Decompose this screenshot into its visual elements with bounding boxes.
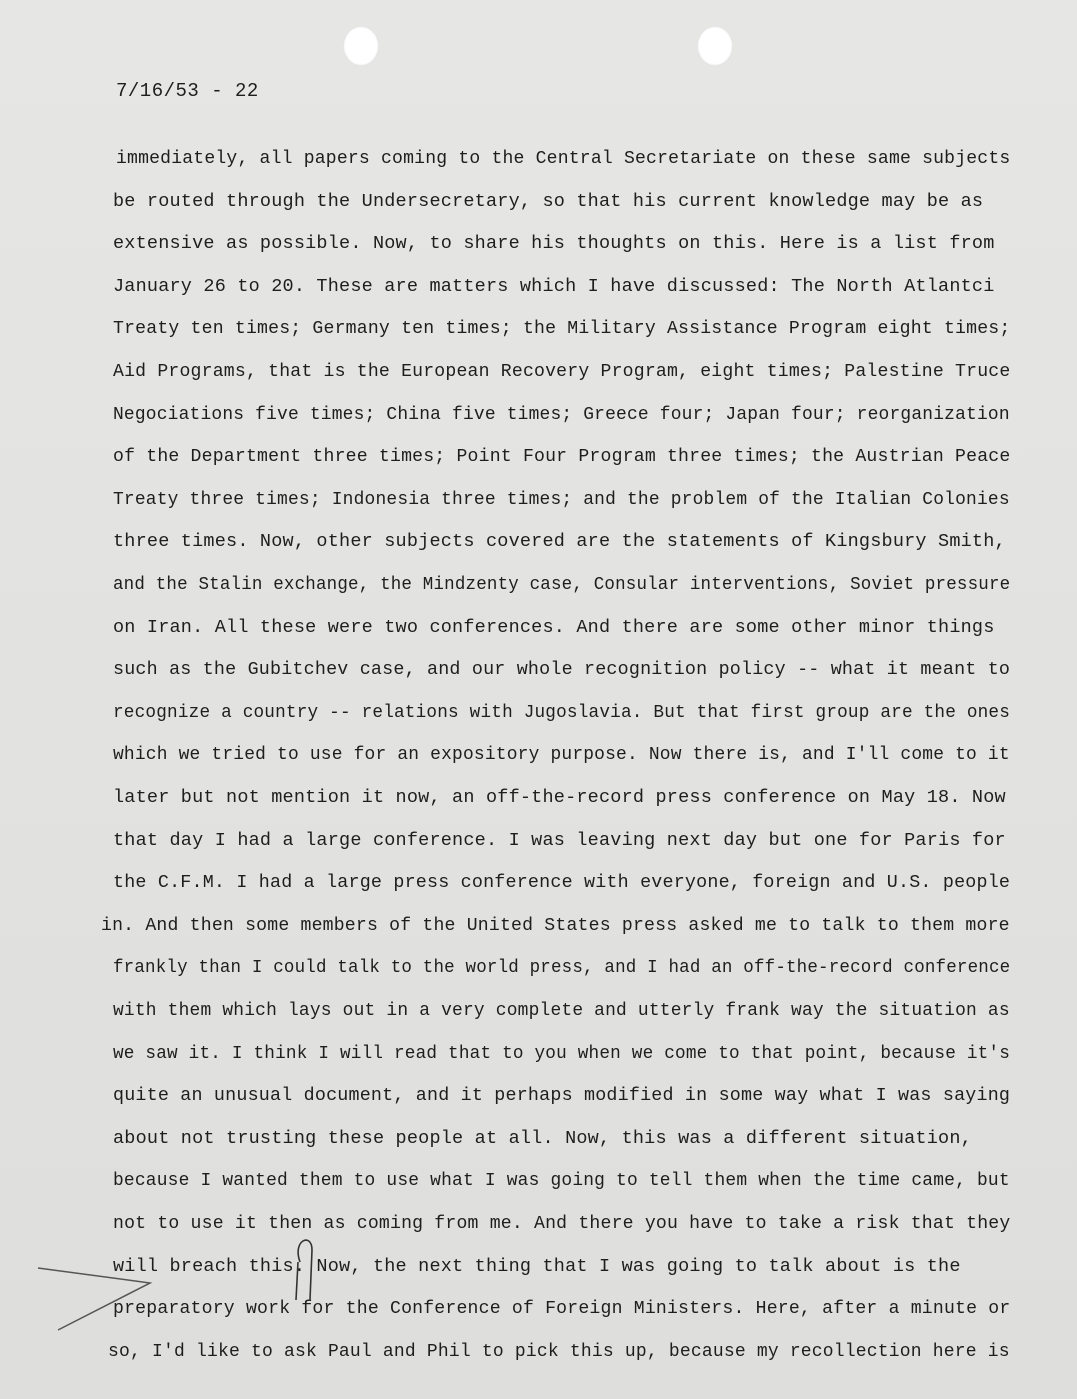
- text-line: and the Stalin exchange, the Mindzenty case, Consular interventions, Soviet pressure: [113, 574, 1011, 595]
- text-line: three times. Now, other subjects covered are the statements of Kingsbury Smith,: [113, 531, 1006, 552]
- page-header: 7/16/53 - 22: [116, 80, 259, 102]
- text-line: on Iran. All these were two conferences. And there are some other minor things: [113, 617, 995, 638]
- text-line: January 26 to 20. These are matters which I have discussed: The North Atlantci: [113, 276, 995, 297]
- text-line: preparatory work for the Conference of Foreign Ministers. Here, after a minute or: [113, 1298, 1011, 1319]
- text-line: extensive as possible. Now, to share his thoughts on this. Here is a list from: [113, 233, 995, 254]
- text-line: not to use it then as coming from me. And there you have to take a risk that they: [113, 1213, 1011, 1234]
- text-line: frankly than I could talk to the world press, and I had an off-the-record conference: [113, 957, 1011, 978]
- text-line: so, I'd like to ask Paul and Phil to pick this up, because my recollection here is: [108, 1341, 1010, 1362]
- text-line: Aid Programs, that is the European Recovery Program, eight times; Palestine Truce: [113, 361, 1011, 382]
- text-line: of the Department three times; Point Four Program three times; the Austrian Peace: [113, 446, 1011, 467]
- text-line: which we tried to use for an expository purpose. Now there is, and I'll come to it: [113, 744, 1010, 765]
- text-line: quite an unusual document, and it perhaps modified in some way what I was saying: [113, 1085, 1011, 1106]
- text-line: Treaty ten times; Germany ten times; the Military Assistance Program eight times;: [113, 318, 1011, 339]
- text-line: be routed through the Undersecretary, so that his current knowledge may be as: [113, 191, 984, 212]
- text-line: Treaty three times; Indonesia three times; and the problem of the Italian Colonies: [113, 489, 1010, 510]
- text-line: about not trusting these people at all. Now, this was a different situation,: [113, 1128, 972, 1149]
- text-line: because I wanted them to use what I was going to tell them when the time came, but: [113, 1170, 1010, 1191]
- text-line: with them which lays out in a very complete and utterly frank way the situation as: [113, 1000, 1010, 1021]
- text-line: in. And then some members of the United States press asked me to talk to them more: [101, 915, 1010, 936]
- text-line: recognize a country -- relations with Jugoslavia. But that first group are the ones: [113, 702, 1011, 723]
- text-line: immediately, all papers coming to the Central Secretariate on these same subjects: [116, 148, 1011, 169]
- text-line: Negociations five times; China five times; Greece four; Japan four; reorganization: [113, 404, 1010, 425]
- text-line: such as the Gubitchev case, and our whole recognition policy -- what it meant to: [113, 659, 1011, 680]
- text-line: later but not mention it now, an off-the-record press conference on May 18. Now: [113, 787, 1006, 808]
- text-line: that day I had a large conference. I was leaving next day but one for Paris for: [113, 830, 1006, 851]
- text-line: the C.F.M. I had a large press conference with everyone, foreign and U.S. people: [113, 872, 1011, 893]
- text-line: will breach this. Now, the next thing that I was going to talk about is the: [113, 1256, 961, 1277]
- text-line: we saw it. I think I will read that to you when we come to that point, because it's: [113, 1043, 1011, 1064]
